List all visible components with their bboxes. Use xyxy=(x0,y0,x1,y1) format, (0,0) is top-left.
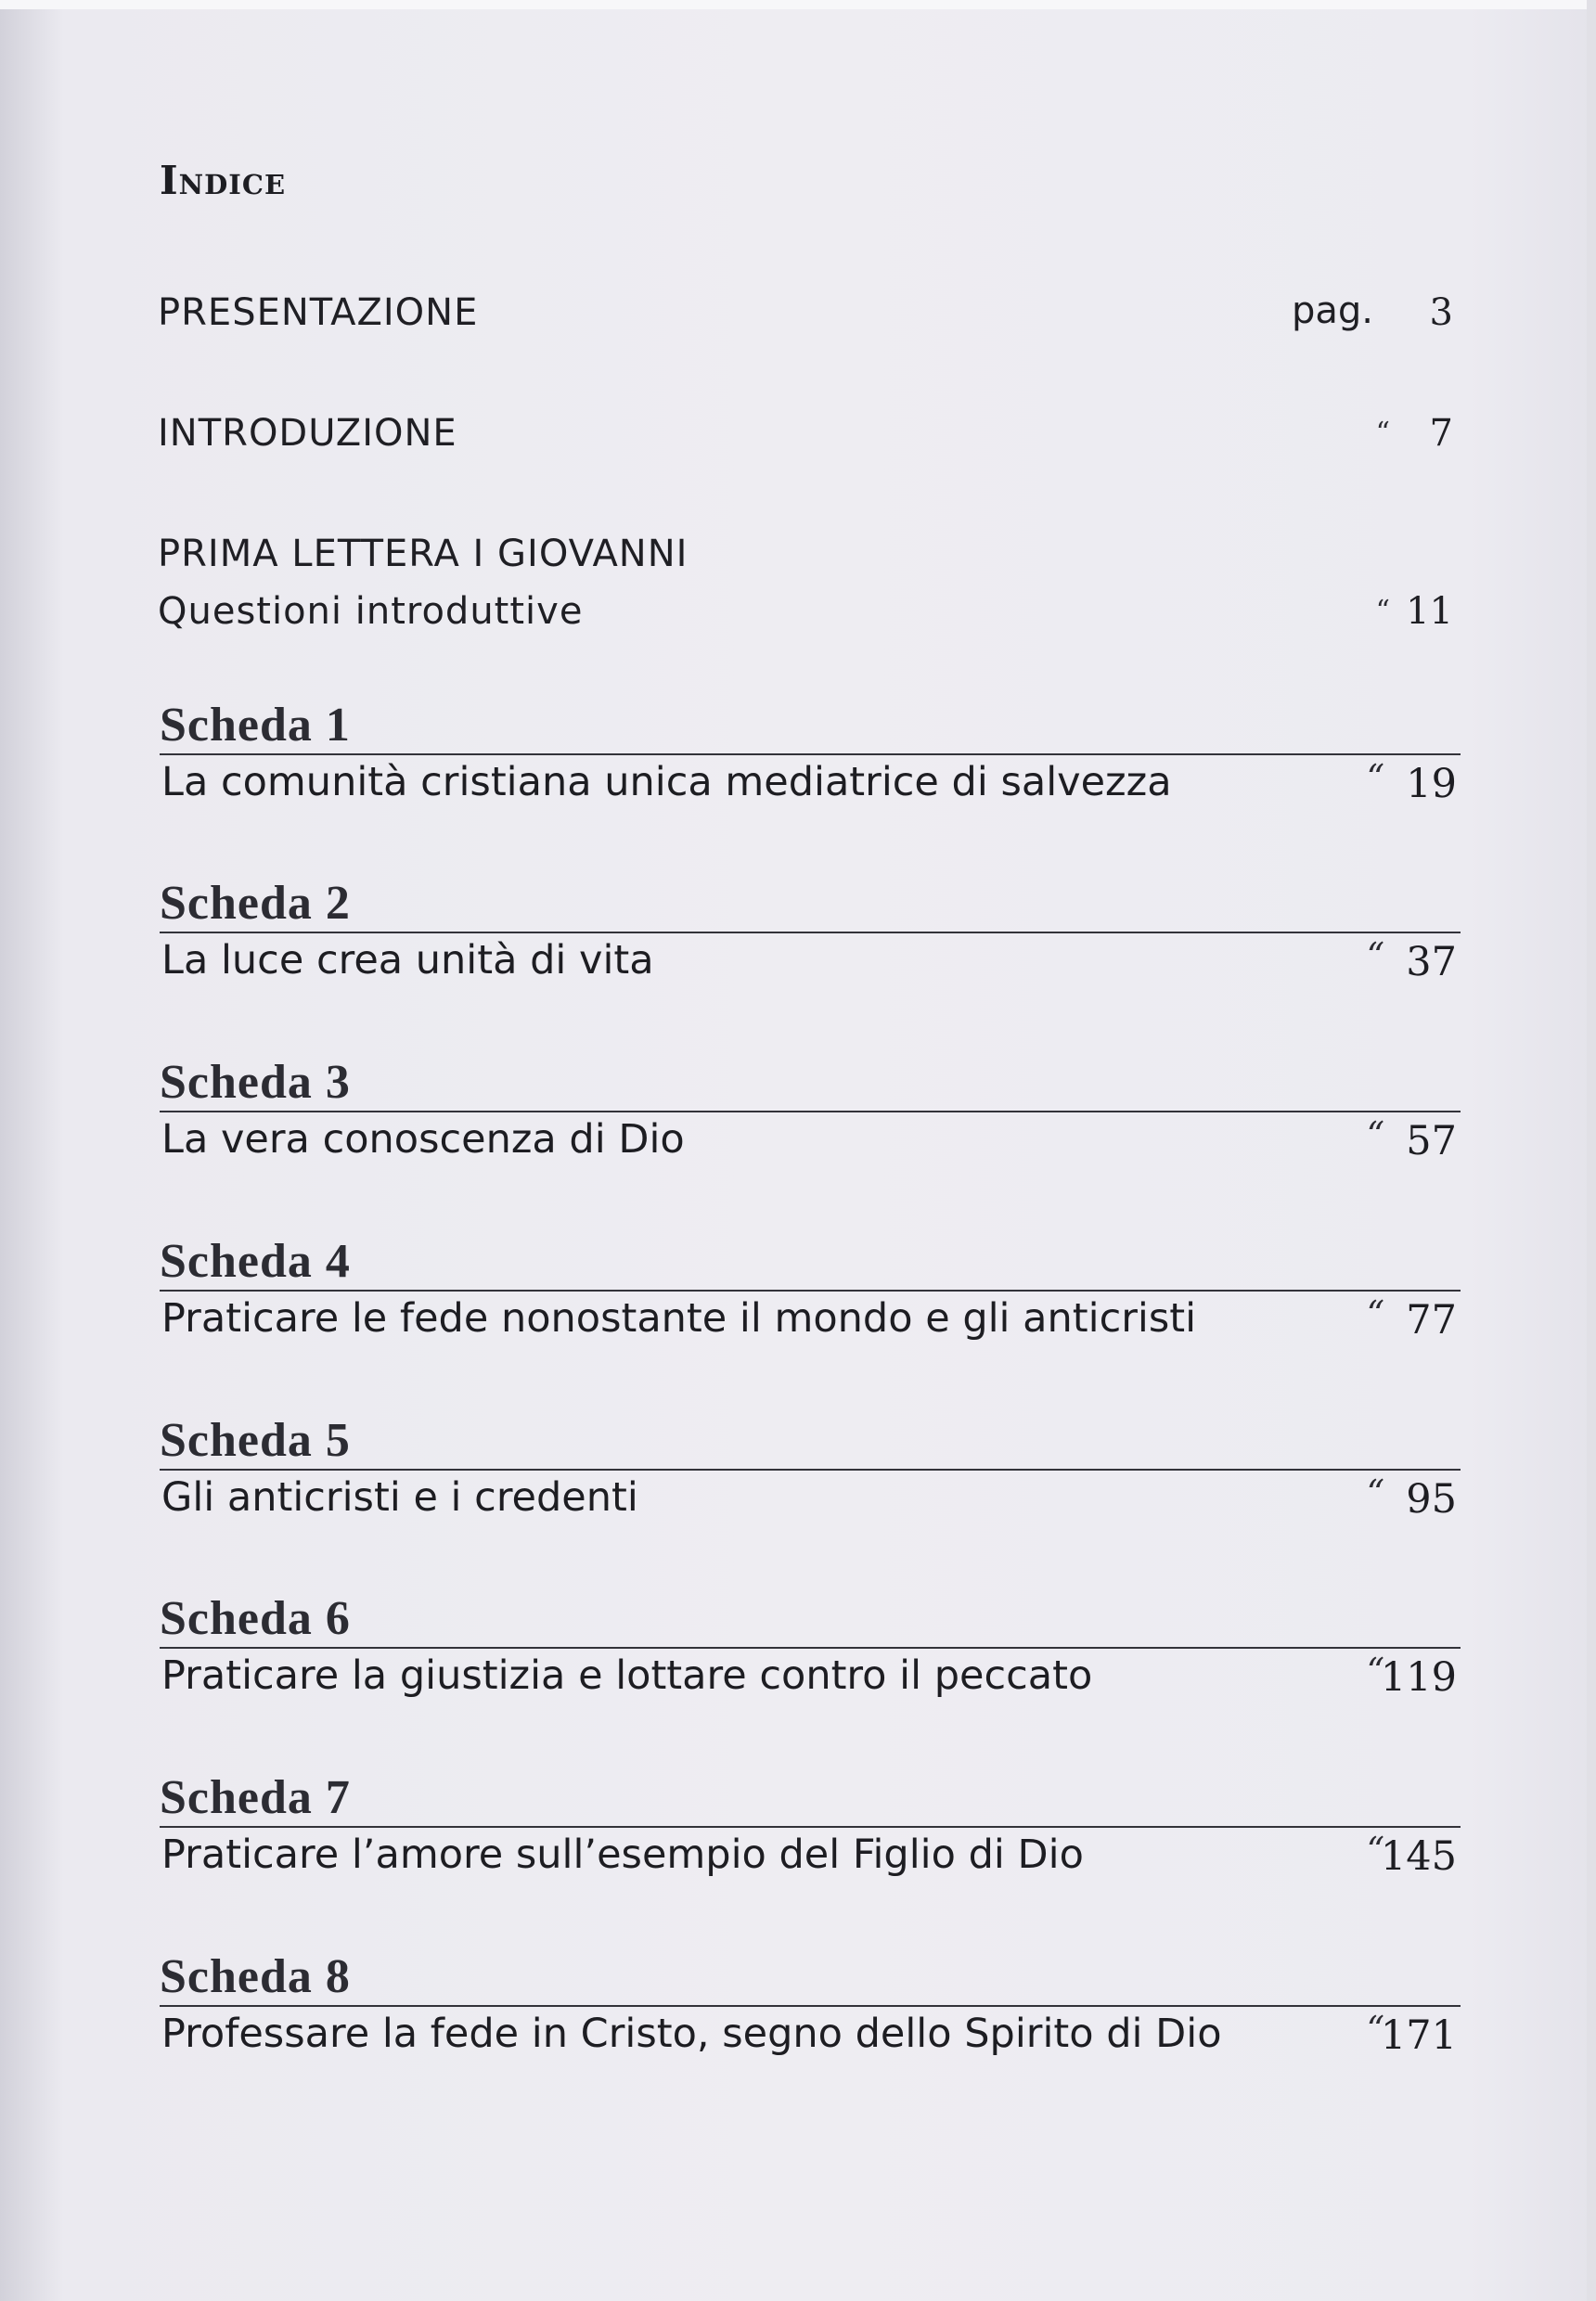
scheda-name: Scheda 7 xyxy=(160,1771,351,1824)
toc-entry-prefix: “ xyxy=(1375,595,1390,627)
scheda-prefix: “ xyxy=(1366,1293,1384,1334)
scheda-row xyxy=(160,1649,1461,1710)
scheda-name: Scheda 2 xyxy=(160,877,351,930)
scheda-prefix: “ xyxy=(1366,2009,1384,2050)
toc-entry-page: 7 xyxy=(1429,412,1453,455)
scheda-prefix: “ xyxy=(1366,1830,1384,1870)
toc-entry-label: PRESENTAZIONE xyxy=(158,291,479,334)
toc-entry-label: Questioni introduttive xyxy=(158,590,584,633)
scheda-title: Praticare l’amore sull’esempio del Figlio di Dio xyxy=(161,1832,1084,1878)
scheda-row xyxy=(160,1828,1461,1889)
scheda-prefix: “ xyxy=(1366,935,1384,976)
toc-entry-page: 11 xyxy=(1406,590,1453,633)
scheda-name: Scheda 4 xyxy=(160,1235,351,1288)
scheda-prefix: “ xyxy=(1366,1472,1384,1513)
scheda-page: 171 xyxy=(1380,2012,1457,2059)
scheda-page: 95 xyxy=(1406,1476,1457,1523)
toc-entry-label: INTRODUZIONE xyxy=(158,412,457,455)
scheda-row xyxy=(160,1292,1461,1353)
scheda-prefix: “ xyxy=(1366,1651,1384,1691)
scheda-title: La luce crea unità di vita xyxy=(161,937,654,983)
scheda-block xyxy=(160,1591,1461,1710)
toc-entry-prefix: “ xyxy=(1375,417,1390,449)
toc-entry-introduzione xyxy=(158,399,1455,455)
scheda-page: 145 xyxy=(1380,1833,1457,1880)
toc-entry-prefix: pag. xyxy=(1291,289,1373,332)
scheda-title: Praticare la giustizia e lottare contro il peccato xyxy=(161,1652,1093,1699)
scheda-name: Scheda 5 xyxy=(160,1414,351,1467)
scheda-row xyxy=(160,755,1461,816)
scheda-title: La vera conoscenza di Dio xyxy=(161,1116,685,1163)
page-title: Indice xyxy=(160,158,287,203)
scheda-name: Scheda 1 xyxy=(160,699,351,752)
scheda-prefix: “ xyxy=(1366,1114,1384,1155)
toc-entry-questioni xyxy=(158,577,1455,633)
scheda-row xyxy=(160,2007,1461,2068)
scheda-row xyxy=(160,933,1461,995)
scheda-name: Scheda 3 xyxy=(160,1056,351,1109)
toc-entry-presentazione xyxy=(158,278,1455,334)
scheda-page: 19 xyxy=(1406,761,1457,807)
scheda-name: Scheda 6 xyxy=(160,1592,351,1645)
scheda-page: 119 xyxy=(1380,1654,1457,1701)
toc-entry-page: 3 xyxy=(1429,291,1453,334)
scheda-name: Scheda 8 xyxy=(160,1950,351,2003)
scheda-block xyxy=(160,1234,1461,1353)
scheda-block xyxy=(160,1949,1461,2068)
scheda-title: Gli anticristi e i credenti xyxy=(161,1474,638,1521)
scheda-page: 37 xyxy=(1406,939,1457,985)
scheda-title: Professare la fede in Cristo, segno dello Spirito di Dio xyxy=(161,2011,1222,2057)
section-heading-label: PRIMA LETTERA I GIOVANNI xyxy=(158,533,689,575)
scheda-prefix: “ xyxy=(1366,757,1384,798)
scheda-block xyxy=(160,876,1461,995)
scheda-row xyxy=(160,1471,1461,1532)
scheda-row xyxy=(160,1112,1461,1174)
section-heading xyxy=(158,518,1457,575)
scheda-block xyxy=(160,698,1461,816)
scheda-page: 57 xyxy=(1406,1118,1457,1164)
scheda-title: Praticare le fede nonostante il mondo e gli anticristi xyxy=(161,1295,1197,1342)
scheda-title: La comunità cristiana unica mediatrice di salvezza xyxy=(161,759,1172,805)
scheda-block xyxy=(160,1055,1461,1174)
scheda-block xyxy=(160,1770,1461,1889)
scheda-block xyxy=(160,1413,1461,1532)
scheda-page: 77 xyxy=(1406,1297,1457,1343)
